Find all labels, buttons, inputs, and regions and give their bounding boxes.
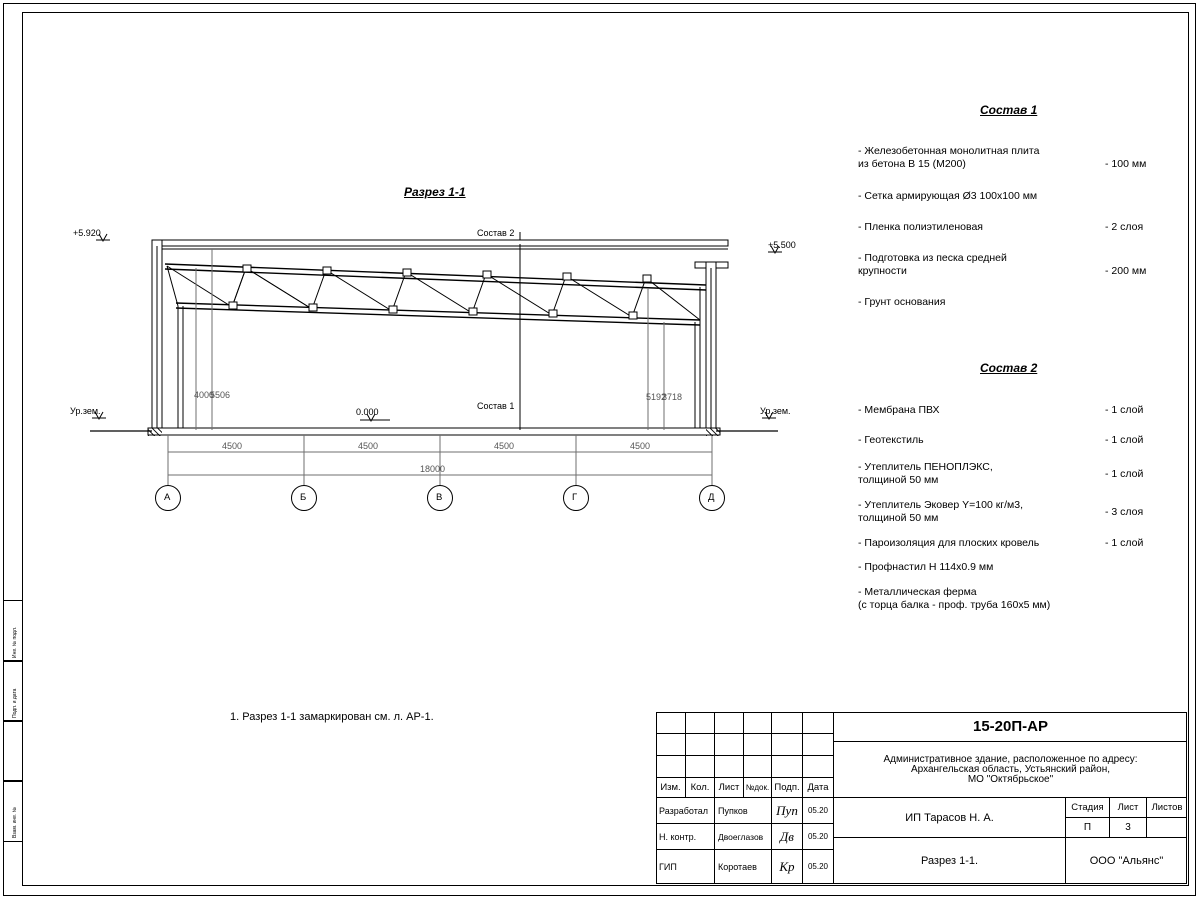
tb-role-2: ГИП — [656, 850, 715, 884]
left-margin-label-1: Подп. и дата — [12, 688, 18, 718]
tb-sign-2: Кр — [772, 850, 803, 884]
axis-label-b: Б — [300, 492, 307, 503]
sostav2-item-0-line1: - Мембрана ПВХ — [858, 404, 940, 416]
sostav2-item-3-line1: - Утеплитель Эковер Y=100 кг/м3, — [858, 499, 1024, 511]
vdim-4000: 4000 — [194, 390, 215, 400]
sostav2-item-2-value: - 1 слой — [1105, 468, 1144, 480]
rev-cell-2-0 — [656, 756, 686, 778]
left-margin-label-2: Взам. инв. № — [12, 807, 18, 838]
tb-header-list: Лист — [715, 778, 744, 798]
foundation-hatch-left — [148, 428, 162, 436]
vdim-5192: 5192 — [646, 392, 667, 402]
tb-header-kol: Кол. — [686, 778, 715, 798]
section-title: Разрез 1-1 — [404, 185, 466, 199]
axis-label-d: Д — [708, 492, 715, 503]
rev-cell-1-1 — [686, 734, 715, 756]
rev-cell-1-5 — [803, 734, 834, 756]
tb-header-data: Дата — [803, 778, 834, 798]
rev-cell-2-2 — [715, 756, 744, 778]
tb-sign-1: Дв — [772, 824, 803, 850]
sostav2-item-4-value: - 1 слой — [1105, 537, 1144, 549]
sostav1-item-0-line2: из бетона В 15 (М200) — [858, 158, 966, 170]
zero-level-label: 0.000 — [356, 407, 379, 417]
tb-role-0: Разработал — [656, 798, 715, 824]
axis-label-v: В — [436, 492, 443, 503]
ground-level-left-label: Ур.зем. — [70, 406, 101, 416]
rev-cell-1-3 — [744, 734, 772, 756]
sostav1-title: Состав 1 — [980, 103, 1038, 117]
sostav1-item-3-line2: крупности — [858, 265, 907, 277]
tb-object-line2: Архангельская область, Устьянский район, — [910, 763, 1111, 775]
tb-name-1: Двоеглазов — [715, 824, 772, 850]
tb-project-code: 15-20П-АР — [834, 712, 1187, 742]
rev-cell-1-2 — [715, 734, 744, 756]
tb-object-line3: МО "Октябрьское" — [967, 773, 1054, 785]
sostav2-item-1-line1: - Геотекстиль — [858, 434, 924, 446]
tb-company: ООО "Альянс" — [1089, 855, 1164, 867]
sostav2-item-6-line2: (с торца балка - проф. труба 160х5 мм) — [858, 599, 1051, 611]
tb-date-2: 05.20 — [803, 850, 834, 884]
sostav1-item-3-line1: - Подготовка из песка средней — [858, 252, 1007, 264]
level-5500-label: +5.500 — [768, 240, 796, 250]
rev-cell-0-2 — [715, 712, 744, 734]
rev-cell-2-4 — [772, 756, 803, 778]
hdim-4: 4500 — [630, 441, 651, 451]
rev-cell-2-1 — [686, 756, 715, 778]
vdim-3718: 3718 — [662, 392, 683, 402]
sostav1-item-3-value: - 200 мм — [1105, 265, 1147, 277]
sostav2-item-3-line2: толщиной 50 мм — [858, 512, 939, 524]
tb-lists-value — [1147, 818, 1187, 838]
sostav1-item-2-line1: - Пленка полиэтиленовая — [858, 221, 983, 233]
sostav2-title: Состав 2 — [980, 361, 1038, 375]
hdim-total: 18000 — [420, 464, 446, 474]
axis-label-a: А — [164, 492, 171, 503]
sostav1-item-0-line1: - Железобетонная монолитная плита — [858, 145, 1040, 157]
sostav2-item-2-line1: - Утеплитель ПЕНОПЛЭКС, — [858, 461, 993, 473]
rev-cell-0-3 — [744, 712, 772, 734]
tb-sign-0: Пуп — [772, 798, 803, 824]
tb-list-value: 3 — [1110, 818, 1147, 838]
tb-name-0: Пупков — [715, 798, 772, 824]
sostav2-item-6-line1: - Металлическая ферма — [858, 586, 977, 598]
tb-header-podp: Подп. — [772, 778, 803, 798]
tb-sheet-name: Разрез 1-1. — [834, 838, 1066, 884]
vdim-5506: 5506 — [210, 390, 231, 400]
sostav2-callout: Состав 2 — [477, 228, 515, 238]
tb-stage-header: Стадия — [1066, 798, 1110, 818]
sostav1-item-0-value: - 100 мм — [1105, 158, 1147, 170]
sostav2-item-4-line1: - Пароизоляция для плоских кровель — [858, 537, 1040, 549]
axis-label-g: Г — [572, 492, 578, 503]
rev-cell-2-5 — [803, 756, 834, 778]
sostav1-item-4-line1: - Грунт основания — [858, 296, 946, 308]
ground-level-right-label: Ур.зем. — [760, 406, 791, 416]
tb-date-1: 05.20 — [803, 824, 834, 850]
sostav1-callout: Состав 1 — [477, 401, 515, 411]
rev-cell-0-5 — [803, 712, 834, 734]
tb-header-ndok: №док. — [744, 778, 772, 798]
tb-header-izm: Изм. — [656, 778, 686, 798]
sostav2-item-0-value: - 1 слой — [1105, 404, 1144, 416]
tb-lists-header: Листов — [1147, 798, 1187, 818]
rev-cell-2-3 — [744, 756, 772, 778]
rev-cell-0-1 — [686, 712, 715, 734]
hdim-2: 4500 — [358, 441, 379, 451]
sostav1-item-2-value: - 2 слоя — [1105, 221, 1144, 233]
tb-name-2: Коротаев — [715, 850, 772, 884]
tb-object — [834, 742, 1187, 798]
tb-date-0: 05.20 — [803, 798, 834, 824]
tb-object-line1: Административное здание, расположенное по адресу: — [883, 753, 1138, 765]
rev-cell-1-4 — [772, 734, 803, 756]
left-margin-label-0: Инв. № подл. — [12, 626, 18, 658]
sostav1-item-1-line1: - Сетка армирующая Ø3 100х100 мм — [858, 190, 1038, 202]
sostav2-item-3-value: - 3 слоя — [1105, 506, 1144, 518]
sostav2-item-5-line1: - Профнастил Н 114х0.9 мм — [858, 561, 994, 573]
rev-cell-0-4 — [772, 712, 803, 734]
sostav2-item-2-line2: толщиной 50 мм — [858, 474, 939, 486]
level-5920-label: +5.920 — [73, 228, 101, 238]
rev-cell-1-0 — [656, 734, 686, 756]
foundation-hatch-right — [706, 428, 720, 436]
tb-role-1: Н. контр. — [656, 824, 715, 850]
tb-developer: ИП Тарасов Н. А. — [834, 798, 1066, 838]
tb-stage-value: П — [1066, 818, 1110, 838]
hdim-1: 4500 — [222, 441, 243, 451]
rev-cell-0-0 — [656, 712, 686, 734]
tb-list-header: Лист — [1110, 798, 1147, 818]
hdim-3: 4500 — [494, 441, 515, 451]
sostav2-item-1-value: - 1 слой — [1105, 434, 1144, 446]
note-1: 1. Разрез 1-1 замаркирован см. л. АР-1. — [230, 711, 434, 723]
left-margin-box-3 — [3, 720, 22, 782]
